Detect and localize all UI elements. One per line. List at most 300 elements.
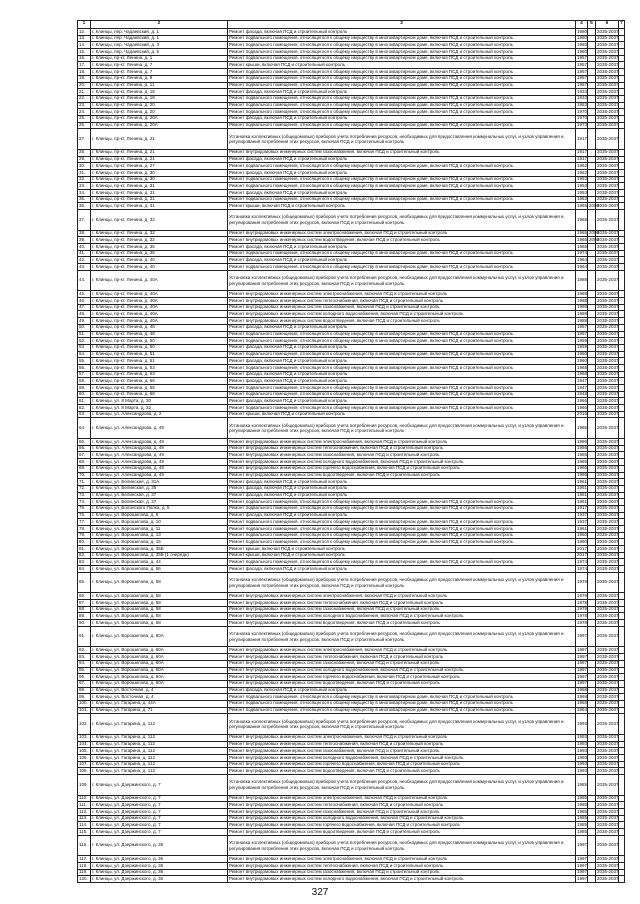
header-col-2: 2 [91,21,228,29]
row-number-cell: 56. [78,364,91,371]
planned-period-cell: 2035-2037 [597,795,619,801]
last-repair-year-cell [588,499,596,506]
build-year-cell: 1997 [577,646,588,652]
work-type-cell: Ремонт внутридомовых инженерных систем водоотведения, включая ПСД и строительный контроль [228,829,576,836]
row-number-cell: 66. [78,445,91,452]
row-number-cell: 84. [78,566,91,573]
row-number-cell: 114. [78,822,91,829]
last-repair-year-cell [588,748,596,755]
build-year-cell: 1985 [577,821,588,827]
empty-cell [619,566,625,573]
build-year-cell: 1993 [577,754,588,760]
address-cell: г. Клинцы, ул. Дзержинского, д. 36 [91,835,228,856]
planned-period-cell: 2035-2037 [597,61,619,67]
last-repair-year-cell [588,479,596,486]
row-number-cell: 113. [78,815,91,822]
address-cell: г. Клинцы, ул. Белинская, д. 37 [91,499,228,506]
planned-period-cell: 2035-2037 [597,122,619,128]
row-number-cell: 41. [78,250,91,257]
work-type-cell: Ремонт внутридомовых инженерных систем электроснабжения, включая ПСД и строительный контроль [228,593,576,600]
planned-period-cell: 2035-2037 [596,835,619,856]
planned-period-cell: 2035-2037 [597,869,619,875]
address-cell: г. Клинцы, пр-кт. Ленина, д. 16 [91,89,228,96]
build-year-cell: 1953 [577,176,588,182]
planned-period-cell: 2035-2037 [597,357,619,363]
table-row [78,546,625,553]
last-repair-year-cell [588,35,596,42]
row-number-cell: 38. [78,230,91,237]
empty-cell [619,869,625,876]
last-repair-year-cell [588,49,596,56]
table-row [78,351,625,358]
last-repair-year-cell [588,714,596,735]
planned-period-cell: 2035-2037 [597,465,619,471]
last-repair-year-cell [588,264,596,271]
empty-cell [619,734,625,741]
row-number-cell: 44. [78,270,91,291]
work-type-cell: Ремонт фасада, включая ПСД и строительный контроль [228,190,576,197]
table-row [78,479,625,486]
last-repair-year-cell [588,418,596,439]
row-number-cell: 63. [78,411,91,418]
table-row [78,485,625,492]
work-type-cell: Ремонт внутридомовых инженерных систем теплоснабжения, включая ПСД и строительный контроль [228,600,576,607]
planned-period-cell: 2035-2037 [597,485,619,491]
address-cell: г. Клинцы, ул. 8 Марта, д. 30 [91,398,228,405]
address-cell: г. Клинцы, пр-кт. Ленина, д. 21 [91,149,228,156]
planned-period-cell: 2035-2037 [596,572,619,593]
row-number-cell: 106. [78,754,91,761]
last-repair-year-cell [588,102,596,109]
build-year-cell: 1959 [577,344,588,350]
build-year-cell: 1997 [577,667,588,673]
empty-cell [619,163,625,170]
build-year-cell: 2017 [577,545,588,551]
row-number-cell: 14. [78,42,91,49]
work-type-cell: Установка коллективных (общедомовых) приборов учета потребления ресурсов, необходимых для предоставления коммунальных услуг, и узлов управления и регулирования потребления этих ресурсов, включая ПСД и строительный контроль [228,572,576,593]
empty-cell [619,552,625,559]
last-repair-year-cell [588,654,596,661]
build-year-cell: 1986 [577,458,588,464]
last-repair-year-cell [588,378,596,385]
empty-cell [619,559,625,566]
build-year-cell: 1973 [577,122,588,128]
empty-cell [619,512,625,519]
empty-cell [619,741,625,748]
empty-cell [619,835,625,856]
empty-cell [619,210,625,231]
row-number-cell: 34. [78,190,91,197]
table-row [78,869,625,876]
planned-period-cell: 2035-2037 [597,808,619,814]
row-number-cell: 20. [78,82,91,89]
address-cell: г. Клинцы, ул. Ворошилова, д. 60А [91,626,228,647]
last-repair-year-cell [588,250,596,257]
work-type-cell: Ремонт подвального помещения, относящегося к общему имуществу в многоквартирном доме, включая ПСД и строительный контроль [228,505,576,512]
planned-period-cell: 2035-2037 [597,445,619,451]
address-cell: г. Клинцы, ул. Ворошилова, д. 58 [91,606,228,613]
work-type-cell: Ремонт подвального помещения, относящегося к общему имуществу в многоквартирном доме, включая ПСД и строительный контроль [228,176,576,183]
build-year-cell: 1968 [577,371,588,377]
work-type-cell: Ремонт фасада, включая ПСД и строительный контроль [228,244,576,251]
table-row [78,378,625,385]
empty-cell [619,29,625,36]
row-number-cell: 85. [78,572,91,593]
table-row [78,802,625,809]
address-cell: г. Клинцы, пр-кт. Ленина, д. 48 [91,324,228,331]
empty-cell [619,519,625,526]
empty-cell [619,338,625,345]
planned-period-cell: 2035-2037 [597,855,619,861]
build-year-cell: 1997 [577,653,588,659]
last-repair-year-cell [588,526,596,533]
work-type-cell: Ремонт внутридомовых инженерных систем газоснабжения, включая ПСД и строительный контроль [228,149,576,156]
build-year-cell: 1985 [577,795,588,801]
empty-cell [619,606,625,613]
last-repair-year-cell [588,869,596,876]
build-year-cell: 1988 [576,270,588,291]
row-number-cell: 64. [78,418,91,439]
planned-period-cell: 2035-2037 [597,230,619,236]
build-year-cell: 1997 [577,680,588,686]
build-year-cell: 1968 [577,693,588,699]
work-type-cell: Ремонт фасада, включая ПСД и строительный контроль [228,566,576,573]
address-cell: г. Клинцы, пер. Чадаевский, д. 3 [91,42,228,49]
address-cell: г. Клинцы, пр-кт. Ленина, д. 50 [91,344,228,351]
work-type-cell: Ремонт фасада, включая ПСД и строительный контроль [228,512,576,519]
empty-cell [619,626,625,647]
table-row [78,358,625,365]
build-year-cell: 1997 [577,660,588,666]
table-row [78,122,625,129]
planned-period-cell: 2035-2037 [597,492,619,498]
table-row [78,257,625,264]
table-row [78,331,625,338]
table-row [78,270,625,291]
work-type-cell: Ремонт подвального помещения, относящегося к общему имуществу в многоквартирном доме, включая ПСД и строительный контроль [228,75,576,82]
build-year-cell: 1965 [577,202,588,208]
empty-cell [619,660,625,667]
work-type-cell: Ремонт внутридомовых инженерных систем холодного водоснабжения, включая ПСД и строительный контроль [228,754,576,761]
row-number-cell: 36. [78,203,91,210]
build-year-cell: 1957 [577,82,588,88]
empty-cell [619,687,625,694]
table-row [78,606,625,613]
address-cell: г. Клинцы, пр-кт. Ленина, д. 66 [91,385,228,392]
work-type-cell: Ремонт подвального помещения, относящегося к общему имуществу в многоквартирном доме, включая ПСД и строительный контроль [228,405,576,412]
address-cell: г. Клинцы, ул. Дзержинского, д. 7 [91,822,228,829]
address-cell: г. Клинцы, пер. Чадаевский, д. 5 [91,49,228,56]
row-number-cell: 48. [78,311,91,318]
empty-cell [619,156,625,163]
build-year-cell: 1937 [577,512,588,518]
build-year-cell: 1978 [577,599,588,605]
table-row [78,176,625,183]
work-type-cell: Ремонт внутридомовых инженерных систем газоснабжения, включая ПСД и строительный контроль [228,660,576,667]
last-repair-year-cell [588,445,596,452]
address-cell: г. Клинцы, ул. Дзержинского, д. 36 [91,863,228,870]
address-cell: г. Клинцы, ул. Ворошилова, д. 60А [91,680,228,687]
work-type-cell: Ремонт внутридомовых инженерных систем холодного водоснабжения, включая ПСД и строительный контроль [228,613,576,620]
last-repair-year-cell [588,391,596,398]
last-repair-year-cell [588,734,596,741]
last-repair-year-cell [588,149,596,156]
build-year-cell: 1993 [577,747,588,753]
last-repair-year-cell [588,62,596,69]
last-repair-year-cell [588,822,596,829]
empty-cell [619,572,625,593]
planned-period-cell: 2035-2037 [597,767,619,773]
build-year-cell: 1953 [577,182,588,188]
last-repair-year-cell [588,210,596,231]
work-type-cell: Ремонт внутридомовых инженерных систем теплоснабжения, включая ПСД и строительный контроль [228,298,576,305]
row-number-cell: 91. [78,626,91,647]
build-year-cell: 1968 [577,700,588,706]
work-type-cell: Ремонт подвального помещения, относящегося к общему имуществу в многоквартирном доме, включая ПСД и строительный контроль [228,338,576,345]
last-repair-year-cell [588,465,596,472]
last-repair-year-cell [588,835,596,856]
work-type-cell: Ремонт внутридомовых инженерных систем горячего водоснабжения, включая ПСД и строительный контроль [228,465,576,472]
empty-cell [619,539,625,546]
planned-period-cell: 2035-2037 [597,317,619,323]
table-row [78,472,625,479]
last-repair-year-cell [588,75,596,82]
build-year-cell: 1917 [577,505,588,511]
address-cell: г. Клинцы, пр-кт. Ленина, д. 31 [91,203,228,210]
document-sheet [77,20,624,883]
last-repair-year-cell [588,385,596,392]
last-repair-year-cell [588,452,596,459]
planned-period-cell: 2035-2037 [597,505,619,511]
planned-period-cell: 2035-2037 [597,619,619,625]
address-cell: г. Клинцы, пр-кт. Ленина, д. 11 [91,82,228,89]
planned-period-cell: 2035-2037 [597,149,619,155]
address-cell: г. Клинцы, ул. Ворошилова, д. 60А [91,654,228,661]
table-row [78,835,625,856]
empty-cell [619,761,625,768]
planned-period-cell: 2035-2037 [597,371,619,377]
empty-cell [619,748,625,755]
build-year-cell: 1957 [577,75,588,81]
row-number-cell: 54. [78,351,91,358]
last-repair-year-cell [588,600,596,607]
address-cell: г. Клинцы, ул. Дзержинского, д. 7 [91,795,228,802]
last-repair-year-cell [588,371,596,378]
address-cell: г. Клинцы, пр-кт. Ленина, д. 20А [91,122,228,129]
build-year-cell: 1964 [577,263,588,269]
work-type-cell: Ремонт подвального помещения, относящегося к общему имуществу в многоквартирном доме, включая ПСД и строительный контроль [228,196,576,203]
row-number-cell: 73. [78,492,91,499]
address-cell: г. Клинцы, ул. Ворошилова, д. 44 [91,559,228,566]
work-type-cell: Ремонт подвального помещения, относящегося к общему имуществу в многоквартирном доме, включая ПСД и строительный контроль [228,385,576,392]
build-year-cell: 2016 [577,411,588,417]
address-cell: г. Клинцы, пр-кт. Ленина, д. 40А [91,270,228,291]
row-number-cell: 97. [78,680,91,687]
empty-cell [619,291,625,298]
planned-period-cell: 2035-2037 [597,458,619,464]
planned-period-cell: 2035-2037 [596,270,619,291]
row-number-cell: 77. [78,519,91,526]
empty-cell [619,600,625,607]
last-repair-year-cell [588,324,596,331]
work-type-cell: Ремонт внутридомовых инженерных систем холодного водоснабжения, включая ПСД и строительный контроль [228,876,576,883]
build-year-cell: 1957 [577,68,588,74]
address-cell: г. Клинцы, ул. Восточная, д. 4 [91,687,228,694]
last-repair-year-cell [588,492,596,499]
build-year-cell: 1961 [577,478,588,484]
table-row [78,304,625,311]
work-type-cell: Ремонт фасада, включая ПСД и строительный контроль [228,89,576,96]
address-cell: г. Клинцы, пр-кт. Ленина, д. 40 [91,264,228,271]
build-year-cell: 1974 [577,250,588,256]
row-number-cell: 62. [78,405,91,412]
build-year-cell: 1964 [577,707,588,713]
planned-period-cell: 2035-2037 [597,687,619,693]
work-type-cell: Ремонт внутридомовых инженерных систем холодного водоснабжения, включая ПСД и строительный контроль [228,459,576,466]
build-year-cell: 1960 [577,357,588,363]
address-cell: г. Клинцы, ул. Гагарина, д. 112 [91,741,228,748]
planned-period-cell: 2035-2037 [597,290,619,296]
row-number-cell: 93. [78,654,91,661]
address-cell: г. Клинцы, ул. Александрова, д. 49 [91,418,228,439]
empty-cell [619,700,625,707]
work-type-cell: Ремонт крыши, включая ПСД и строительный контроль [228,62,576,69]
empty-cell [619,230,625,237]
work-type-cell: Ремонт внутридомовых инженерных систем холодного водоснабжения, включая ПСД и строительный контроль [228,815,576,822]
address-cell: г. Клинцы, пр-кт. Ленина, д. 32 [91,210,228,231]
build-year-cell: 1960 [577,532,588,538]
build-year-cell: 1962 [577,169,588,175]
empty-cell [619,115,625,122]
address-cell: г. Клинцы, ул. Дзержинского, д. 36 [91,876,228,883]
work-type-cell: Ремонт фасада, включая ПСД и строительный контроль [228,156,576,163]
table-row [78,822,625,829]
last-repair-year-cell [588,512,596,519]
empty-cell [619,311,625,318]
row-number-cell: 50. [78,324,91,331]
address-cell: г. Клинцы, ул. Ворошилова, д. 60А [91,667,228,674]
last-repair-year-cell [588,674,596,681]
empty-cell [619,176,625,183]
empty-cell [619,499,625,506]
row-number-cell: 119. [78,869,91,876]
row-number-cell: 32. [78,176,91,183]
build-year-cell: 1974 [577,558,588,564]
planned-period-cell: 2035-2037 [597,518,619,524]
planned-period-cell: 2035-2037 [597,821,619,827]
row-number-cell: 102. [78,714,91,735]
last-repair-year-cell: 2008 [589,230,600,236]
work-type-cell: Ремонт фасада, включая ПСД и строительный контроль [228,344,576,351]
planned-period-cell: 2035-2037 [596,626,619,647]
last-repair-year-cell [588,298,596,305]
empty-cell [619,264,625,271]
build-year-cell: 1993 [576,714,588,735]
empty-cell [619,485,625,492]
empty-cell [619,318,625,325]
planned-period-cell: 2035-2037 [597,660,619,666]
repair-schedule-table [77,20,625,883]
empty-cell [619,593,625,600]
last-repair-year-cell [588,566,596,573]
empty-cell [619,526,625,533]
header-col-1: 1 [78,21,91,29]
address-cell: г. Клинцы, пр-кт. Ленина, д. 32 [91,230,228,237]
row-number-cell: 115. [78,829,91,836]
address-cell: г. Клинцы, ул. Александрова, д. 49 [91,452,228,459]
last-repair-year-cell [588,270,596,291]
last-repair-year-cell [588,398,596,405]
planned-period-cell: 2035-2037 [597,741,619,747]
row-number-cell: 33. [78,183,91,190]
address-cell: г. Клинцы, пр-кт. Ленина, д. 32 [91,237,228,244]
planned-period-cell: 2035-2037 [597,115,619,121]
row-number-cell: 13. [78,35,91,42]
planned-period-cell: 2035-2037 [597,102,619,108]
work-type-cell: Ремонт внутридомовых инженерных систем газоснабжения, включая ПСД и строительный контроль [228,304,576,311]
last-repair-year-cell [588,754,596,761]
build-year-cell: 1985 [577,808,588,814]
address-cell: г. Клинцы, ул. Александрова, д. 49 [91,459,228,466]
empty-cell [619,35,625,42]
row-number-cell: 18. [78,69,91,76]
row-number-cell: 68. [78,459,91,466]
work-type-cell: Ремонт фасада, включая ПСД и строительный контроль [228,324,576,331]
address-cell: г. Клинцы, пр-кт. Ленина, д. 66 [91,378,228,385]
row-number-cell: 105. [78,748,91,755]
table-row [78,707,625,714]
address-cell: г. Клинцы, ул. Гагарина, д. 44А [91,700,228,707]
planned-period-cell: 2035-2037 [597,512,619,518]
planned-period-cell: 2035-2037 [597,538,619,544]
build-year-cell: 1962 [577,162,588,168]
table-row [78,398,625,405]
work-type-cell: Ремонт подвального помещения, относящегося к общему имуществу в многоквартирном доме, включая ПСД и строительный контроль [228,391,576,398]
planned-period-cell: 2035-2037 [596,714,619,735]
build-year-cell: 1960 [577,538,588,544]
work-type-cell: Установка коллективных (общедомовых) приборов учета потребления ресурсов, необходимых для предоставления коммунальных услуг, и узлов управления и регулирования потребления этих ресурсов, включая ПСД и строительный контроль [228,210,576,231]
row-number-cell: 80. [78,539,91,546]
row-number-cell: 25. [78,115,91,122]
build-year-cell: 1993 [577,734,588,740]
table-row [78,163,625,170]
last-repair-year-cell [588,572,596,593]
table-row [78,512,625,519]
address-cell: г. Клинцы, пр-кт. Ленина, д. 31 [91,183,228,190]
planned-period-cell: 2035-2037 [597,48,619,54]
build-year-cell: 1988 [577,304,588,310]
planned-period-cell: 2035-2037 [597,324,619,330]
build-year-cell: 1965 [576,210,588,231]
planned-period-cell: 2035-2037 [597,196,619,202]
address-cell: г. Клинцы, пр-кт. Ленина, д. 40А [91,318,228,325]
empty-cell [619,714,625,735]
address-cell: г. Клинцы, ул. Белинская, д. 35 [91,485,228,492]
table-row [78,102,625,109]
last-repair-year-cell [588,876,596,883]
table-row [78,264,625,271]
planned-period-cell: 2035-2037 [597,35,619,41]
table-row [78,768,625,775]
empty-cell [619,82,625,89]
row-number-cell: 116. [78,835,91,856]
table-row [78,680,625,687]
work-type-cell: Ремонт крыши, включая ПСД и строительный контроль [228,546,576,553]
build-year-cell: 1993 [577,741,588,747]
address-cell: г. Клинцы, пр-кт. Ленина, д. 51 [91,351,228,358]
last-repair-year-cell [588,109,596,116]
work-type-cell: Ремонт подвального помещения, относящегося к общему имуществу в многоквартирном доме, включая ПСД и строительный контроль [228,526,576,533]
